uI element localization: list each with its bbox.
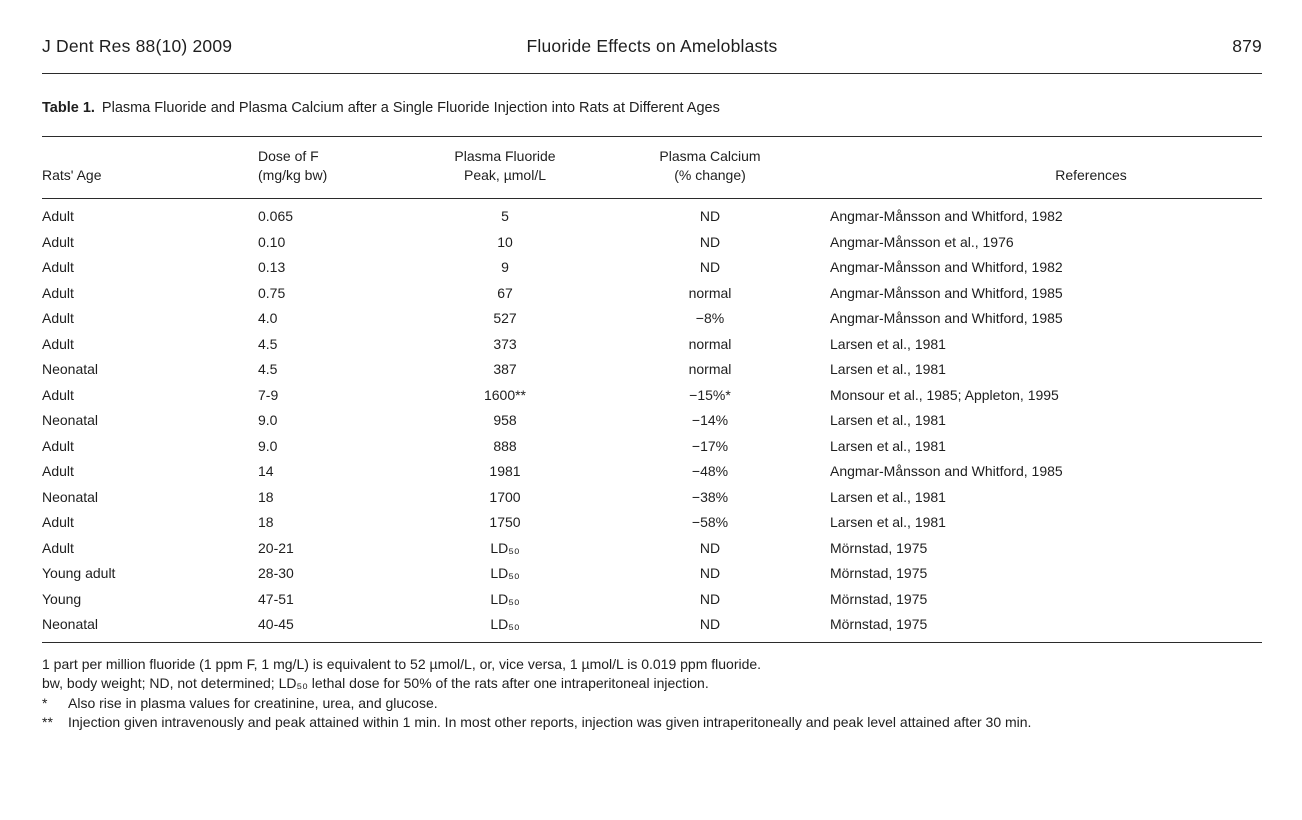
running-title: Fluoride Effects on Ameloblasts [526,36,778,56]
age-cell: Adult [42,386,74,403]
age-cell: Neonatal [42,412,99,428]
reference-cell: Mörnstad, 1975 [830,539,928,556]
dose-cell: 47-51 [258,590,294,607]
dose-cell: 0.10 [258,233,286,250]
dose-cell: 0.13 [258,259,286,275]
table-row [42,357,1262,383]
col-header-line2: Peak, µmol/L [464,167,546,183]
reference-cell: Larsen et al., 1981 [830,335,946,352]
reference-cell: Angmar-Månsson and Whitford, 1982 [830,259,1063,275]
col-header-line2: References [1055,167,1127,183]
dose-cell: 4.0 [258,310,278,326]
reference-cell: Larsen et al., 1981 [830,361,946,377]
dose-cell: 0.065 [258,208,294,224]
reference-cell: Mörnstad, 1975 [830,616,928,632]
plasma-calcium-cell: normal [688,361,732,377]
reference-cell: Angmar-Månsson and Whitford, 1985 [830,284,1063,301]
plasma-calcium-cell: −38% [691,488,729,505]
col-header-line1: Plasma Fluoride [454,148,556,164]
reference-cell: Angmar-Månsson and Whitford, 1982 [830,208,1063,224]
page-number: 879 [1232,36,1262,56]
footnote-text: Injection given intravenously and peak attained within 1 min. In most other reports, injection was given intraperitoneally and peak level attained after 30 min. [68,714,1032,730]
asterisk-marker: * [42,694,48,711]
fluoride-plasma-table [42,136,1262,643]
col-header-references [830,137,1262,199]
plasma-fluoride-cell: 387 [493,361,517,377]
age-cell: Neonatal [42,488,99,505]
plasma-fluoride-cell: LD₅₀ [490,539,520,556]
plasma-fluoride-cell: 1700 [489,488,521,505]
plasma-fluoride-cell: 1750 [489,514,521,530]
reference-cell: Larsen et al., 1981 [830,412,946,428]
reference-cell: Larsen et al., 1981 [830,488,946,505]
plasma-calcium-cell: ND [699,590,721,607]
plasma-calcium-cell: −58% [691,514,729,530]
col-header-line1: Dose of F [258,148,319,164]
age-cell: Adult [42,233,74,250]
table-row [42,199,1262,230]
table-caption [42,100,1262,116]
dose-cell: 40-45 [258,616,294,632]
age-cell: Young [42,590,82,607]
col-header-rats-age [42,137,258,199]
footnote-text: Also rise in plasma values for creatinine, urea, and glucose. [68,694,438,711]
age-cell: Adult [42,310,74,326]
plasma-calcium-cell: ND [699,565,721,581]
reference-cell: Larsen et al., 1981 [830,514,946,530]
table-row [42,229,1262,255]
plasma-fluoride-cell: 888 [493,437,517,454]
age-cell: Young adult [42,565,116,581]
plasma-calcium-cell: −14% [691,412,729,428]
dose-cell: 7-9 [258,386,279,403]
plasma-fluoride-cell: LD₅₀ [490,565,520,581]
age-cell: Neonatal [42,361,99,377]
plasma-fluoride-cell: 373 [493,335,517,352]
plasma-calcium-cell: normal [688,335,732,352]
plasma-fluoride-cell: LD₅₀ [490,616,520,632]
plasma-calcium-cell: ND [699,539,721,556]
footnote-conversion: 1 part per million fluoride (1 ppm F, 1 mg/L) is equivalent to 52 µmol/L, or, vice versa, 1 µmol/L is 0.019 ppm fluoride. [42,655,762,672]
reference-cell: Monsour et al., 1985; Appleton, 1995 [830,386,1059,403]
table-caption-text: Plasma Fluoride and Plasma Calcium after a Single Fluoride Injection into Rats at Different Ages [101,100,720,116]
table-header-row [42,137,1262,199]
age-cell: Adult [42,514,74,530]
plasma-fluoride-cell: LD₅₀ [490,590,520,607]
plasma-fluoride-cell: 1981 [489,463,521,479]
table-row [42,561,1262,587]
table-row [42,255,1262,281]
plasma-fluoride-cell: 5 [501,208,509,224]
age-cell: Adult [42,437,74,454]
plasma-fluoride-cell: 9 [501,259,509,275]
table-footnotes [42,655,1262,733]
table-row [42,306,1262,332]
dose-cell: 0.75 [258,284,286,301]
col-header-line2: (mg/kg bw) [258,167,328,183]
dose-cell: 20-21 [258,539,294,556]
double-asterisk-marker: ** [42,714,53,730]
reference-cell: Angmar-Månsson and Whitford, 1985 [830,463,1063,479]
col-header-plasma-fluoride [420,137,590,199]
plasma-fluoride-cell: 67 [497,284,513,301]
dose-cell: 4.5 [258,361,278,377]
plasma-fluoride-cell: 958 [493,412,517,428]
page-header [42,30,1262,74]
dose-cell: 18 [258,514,274,530]
col-header-line1: Plasma Calcium [659,148,761,164]
dose-cell: 9.0 [258,412,278,428]
reference-cell: Angmar-Månsson and Whitford, 1985 [830,310,1063,326]
col-header-line2: Rats' Age [42,167,102,183]
reference-cell: Angmar-Månsson et al., 1976 [830,233,1014,250]
plasma-calcium-cell: ND [699,616,721,632]
plasma-calcium-cell: −48% [691,463,729,479]
table-row [42,586,1262,612]
age-cell: Adult [42,463,74,479]
age-cell: Adult [42,208,74,224]
plasma-fluoride-cell: 527 [493,310,517,326]
reference-cell: Mörnstad, 1975 [830,565,928,581]
table-row [42,510,1262,536]
age-cell: Neonatal [42,616,99,632]
footnote-single-asterisk [42,694,1262,714]
plasma-fluoride-cell: 1600** [483,386,527,403]
age-cell: Adult [42,539,74,556]
plasma-calcium-cell: −8% [695,310,725,326]
table-row [42,484,1262,510]
plasma-calcium-cell: ND [699,259,721,275]
dose-cell: 18 [258,488,274,505]
col-header-dose [258,137,420,199]
dose-cell: 9.0 [258,437,278,454]
plasma-calcium-cell: ND [699,208,721,224]
age-cell: Adult [42,284,74,301]
reference-cell: Mörnstad, 1975 [830,590,928,607]
table-row [42,612,1262,643]
footnote-abbreviations: bw, body weight; ND, not determined; LD₅₀ lethal dose for 50% of the rats after one intraperitoneal injection. [42,675,709,691]
footnote-double-asterisk [42,713,1262,733]
col-header-plasma-calcium [590,137,830,199]
table-row [42,408,1262,434]
reference-cell: Larsen et al., 1981 [830,437,946,454]
age-cell: Adult [42,335,74,352]
table-row [42,433,1262,459]
table-row [42,382,1262,408]
table-row [42,280,1262,306]
plasma-fluoride-cell: 10 [497,233,513,250]
plasma-calcium-cell: −17% [691,437,729,454]
table-row [42,459,1262,485]
table-row [42,331,1262,357]
plasma-calcium-cell: ND [699,233,721,250]
dose-cell: 14 [258,463,274,479]
table-row [42,535,1262,561]
journal-citation: J Dent Res 88(10) 2009 [42,36,233,56]
age-cell: Adult [42,259,74,275]
plasma-calcium-cell: −15%* [689,386,731,403]
dose-cell: 28-30 [258,565,294,581]
plasma-calcium-cell: normal [688,284,732,301]
table-caption-label: Table 1. [42,100,95,116]
dose-cell: 4.5 [258,335,278,352]
col-header-line2: (% change) [674,167,746,183]
